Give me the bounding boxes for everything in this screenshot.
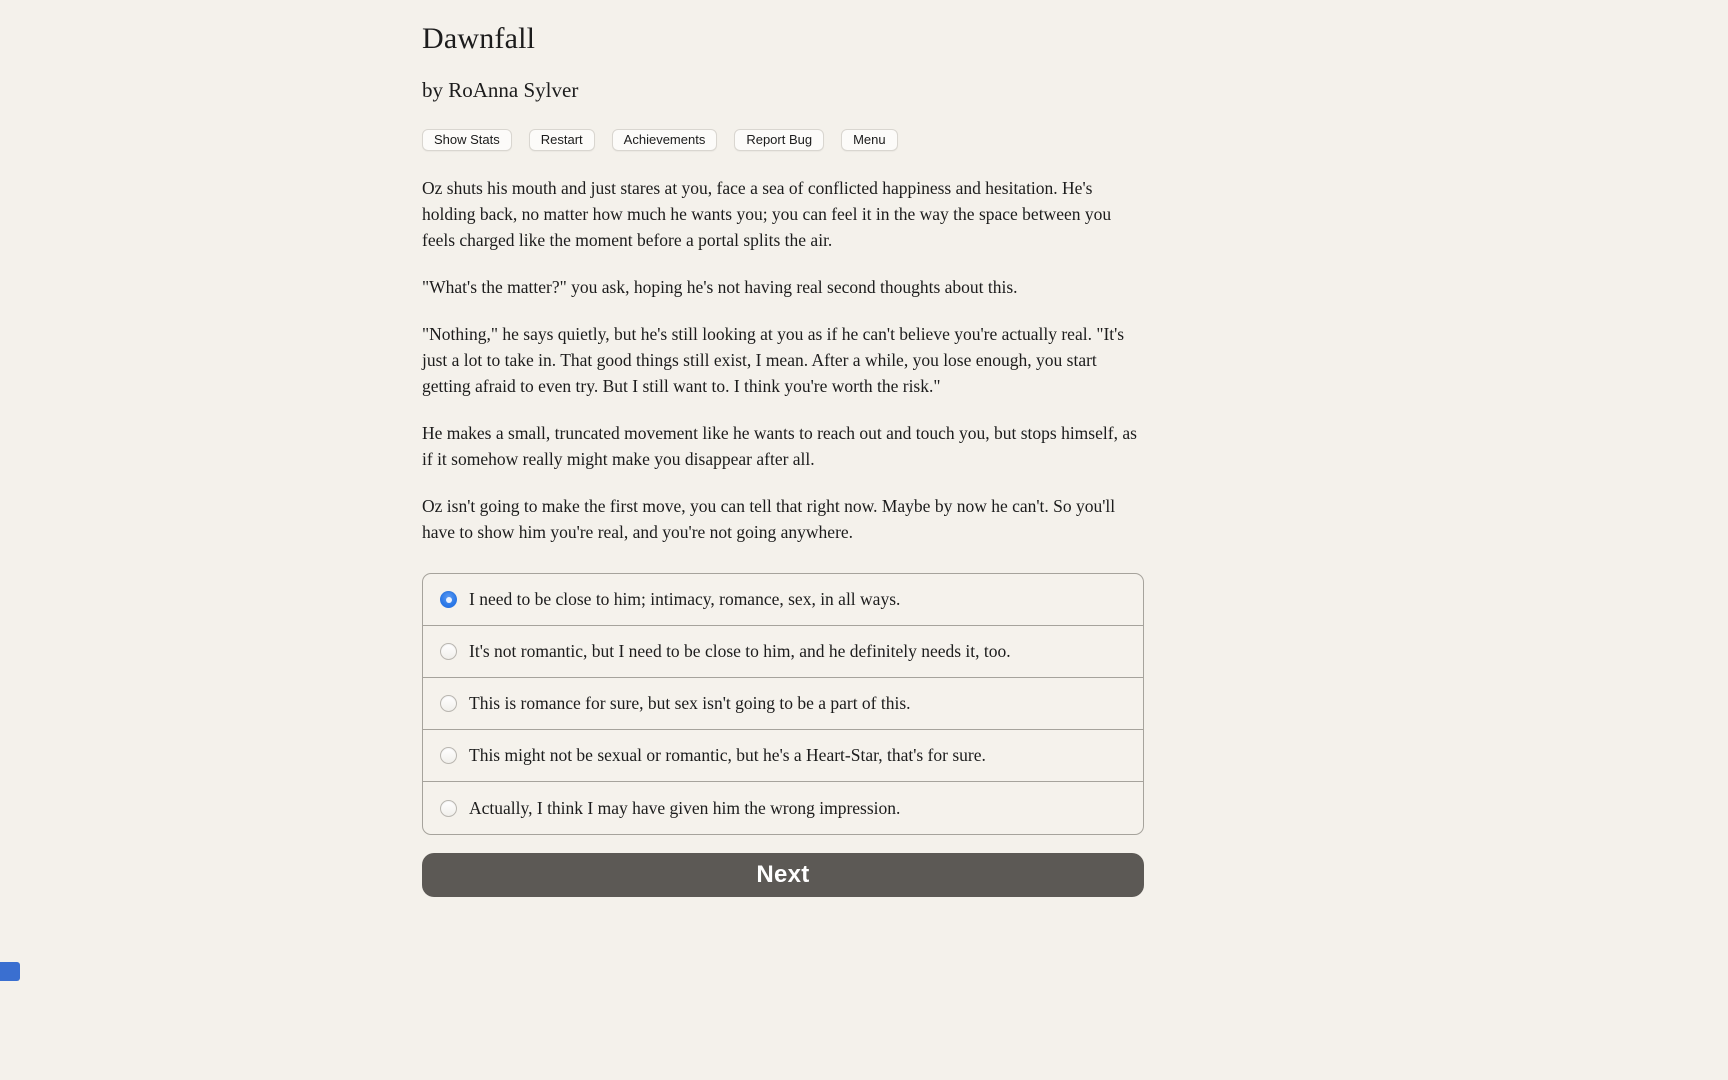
choice-group xyxy=(422,573,1144,835)
choice-label[interactable]: It's not romantic, but I need to be close to him, and he definitely needs it, too. xyxy=(469,641,1011,662)
story-paragraph: Oz isn't going to make the first move, you can tell that right now. Maybe by now he can't. So you'll have to show him you're real, and you're not going anywhere. xyxy=(422,496,1116,543)
toolbar xyxy=(422,129,1144,151)
restart-button[interactable]: Restart xyxy=(529,129,595,151)
choice-option-4[interactable] xyxy=(423,730,1143,782)
choice-label[interactable]: This might not be sexual or romantic, but he's a Heart-Star, that's for sure. xyxy=(469,745,986,766)
radio-button-icon[interactable] xyxy=(440,591,457,608)
radio-button-icon[interactable] xyxy=(440,800,457,817)
achievements-button[interactable]: Achievements xyxy=(612,129,718,151)
page-title: Dawnfall xyxy=(422,22,536,55)
bottom-left-blue-marker xyxy=(0,962,20,981)
story-paragraph: "What's the matter?" you ask, hoping he's not having real second thoughts about this. xyxy=(422,277,1018,298)
choice-option-1[interactable] xyxy=(423,574,1143,626)
story-text xyxy=(422,175,1144,545)
choice-option-5[interactable] xyxy=(423,782,1143,834)
next-button[interactable]: Next xyxy=(422,853,1144,897)
choice-option-3[interactable] xyxy=(423,678,1143,730)
report-bug-button[interactable]: Report Bug xyxy=(734,129,824,151)
radio-button-icon[interactable] xyxy=(440,747,457,764)
story-paragraph: He makes a small, truncated movement like he wants to reach out and touch you, but stops himself, as if it somehow really might make you disappear after all. xyxy=(422,423,1137,470)
choice-label[interactable]: This is romance for sure, but sex isn't going to be a part of this. xyxy=(469,693,911,714)
radio-button-icon[interactable] xyxy=(440,643,457,660)
menu-button[interactable]: Menu xyxy=(841,129,898,151)
story-paragraph: "Nothing," he says quietly, but he's still looking at you as if he can't believe you're actually real. "It's just a lot to take in. That good things still exist, I mean. After a while, you lose enough, you start getting afraid to even try. But I still want to. I think you're worth the risk." xyxy=(422,324,1125,397)
choice-label[interactable]: Actually, I think I may have given him the wrong impression. xyxy=(469,797,901,818)
show-stats-button[interactable]: Show Stats xyxy=(422,129,512,151)
radio-button-icon[interactable] xyxy=(440,695,457,712)
choice-label[interactable]: I need to be close to him; intimacy, romance, sex, in all ways. xyxy=(469,589,901,610)
choice-option-2[interactable] xyxy=(423,626,1143,678)
game-page xyxy=(422,22,1144,897)
story-paragraph: Oz shuts his mouth and just stares at you, face a sea of conflicted happiness and hesitation. He's holding back, no matter how much he wants you; you can feel it in the way the space between you feels charged like the moment before a portal splits the air. xyxy=(422,178,1112,251)
author-byline: by RoAnna Sylver xyxy=(422,78,579,102)
